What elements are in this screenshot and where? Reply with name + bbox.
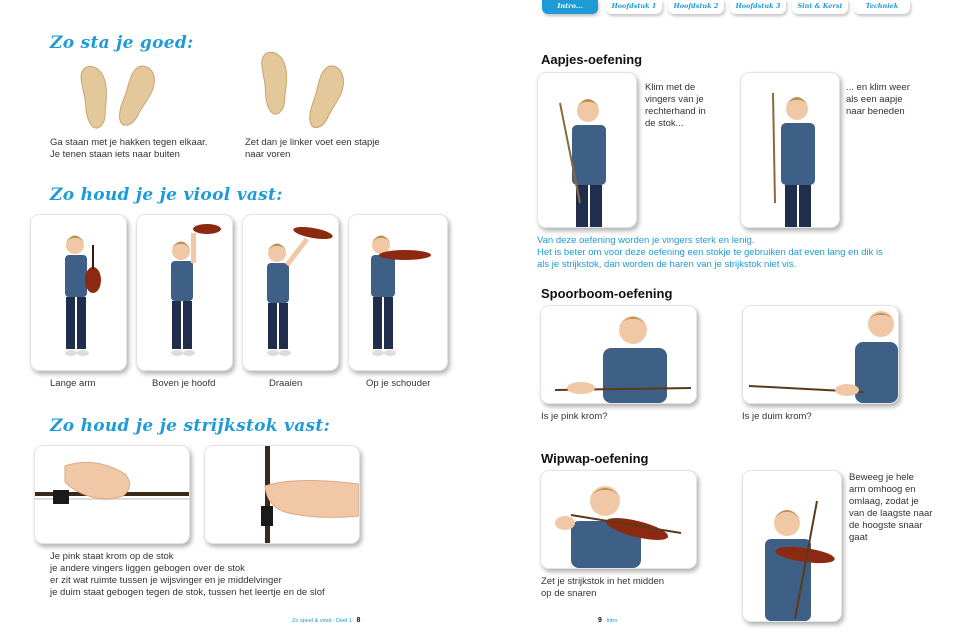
aapjes-heading: Aapjes-oefening xyxy=(541,52,643,67)
caption-draaien: Draaien xyxy=(269,378,303,389)
stand-caption-1: Ga staan met je hakken tegen elkaar. Je tenen staan iets naar buiten xyxy=(50,137,208,160)
wipwap-heading: Wipwap-oefening xyxy=(541,451,649,466)
caption-op-je-schouder: Op je schouder xyxy=(366,378,431,389)
tab-intro[interactable]: Intro... xyxy=(542,0,598,14)
aapjes-note: Van deze oefening worden je vingers sterk en lenig. Het is beter om voor deze oefening een stokje te gebruiken dat even lang en dik is als je strijkstok, dan worden de haren van je strijkstok niet vis. xyxy=(537,235,883,270)
spoorboom-heading: Spoorboom-oefening xyxy=(541,286,673,301)
violin-heading: Zo houd je je viool vast: xyxy=(50,185,283,205)
caption-lange-arm: Lange arm xyxy=(50,378,96,389)
bow-heading: Zo houd je je strijkstok vast: xyxy=(50,416,331,436)
wipwap-caption-1: Zet je strijkstok in het midden op de snaren xyxy=(541,576,665,599)
photo-lange-arm xyxy=(30,214,127,371)
tab-hoofdstuk-2[interactable]: Hoofdstuk 2 xyxy=(668,0,724,14)
stand-caption-2: Zet dan je linker voet een stapje naar voren xyxy=(245,137,380,160)
photo-spoorboom-2 xyxy=(742,305,899,404)
caption-boven-je-hoofd: Boven je hoofd xyxy=(152,378,216,389)
photo-bow-grip-front xyxy=(204,445,360,544)
photo-op-je-schouder xyxy=(348,214,448,371)
tab-techniek[interactable]: Techniek xyxy=(854,0,910,14)
spoorboom-caption-1: Is je pink krom? xyxy=(541,411,608,422)
photo-wipwap-1 xyxy=(540,470,697,569)
photo-boven-je-hoofd xyxy=(136,214,233,371)
photo-wipwap-2 xyxy=(742,470,842,622)
photo-spoorboom-1 xyxy=(540,305,697,404)
photo-bow-grip-side xyxy=(34,445,190,544)
aapjes-caption-2: ... en klim weer als een aapje naar beneden xyxy=(846,82,910,117)
photo-draaien xyxy=(242,214,339,371)
tab-hoofdstuk-1[interactable]: Hoofdstuk 1 xyxy=(606,0,662,14)
photo-aapjes-2 xyxy=(740,72,840,228)
stand-heading: Zo sta je goed: xyxy=(50,33,194,53)
left-footer xyxy=(292,617,360,624)
tab-hoofdstuk-3[interactable]: Hoofdstuk 3 xyxy=(730,0,786,14)
spoorboom-caption-2: Is je duim krom? xyxy=(742,411,812,422)
right-footer xyxy=(598,617,617,624)
right-footer-label: Intro xyxy=(606,618,618,624)
bow-instructions: Je pink staat krom op de stok je andere vingers liggen gebogen over de stok er zit wat ruimte tussen je wijsvinger en je middelvinger je duim staat gebogen tegen de stok, tussen het leertje en de slof xyxy=(50,551,325,598)
footprints-heels-together xyxy=(78,62,158,134)
tab-sint-kerst[interactable]: Sint & Kerst xyxy=(792,0,848,14)
aapjes-caption-1: Klim met de vingers van je rechterhand in de stok... xyxy=(645,82,706,129)
left-footer-label: Zo speel & viool - Deel 1 xyxy=(292,618,352,624)
page-number-left: 8 xyxy=(356,617,361,624)
photo-aapjes-1 xyxy=(537,72,637,228)
wipwap-caption-2: Beweeg je hele arm omhoog en omlaag, zodat je van de laagste naar de hoogste snaar gaat xyxy=(849,472,933,543)
footprints-step-forward xyxy=(258,48,350,134)
page-number-right: 9 xyxy=(598,617,602,624)
